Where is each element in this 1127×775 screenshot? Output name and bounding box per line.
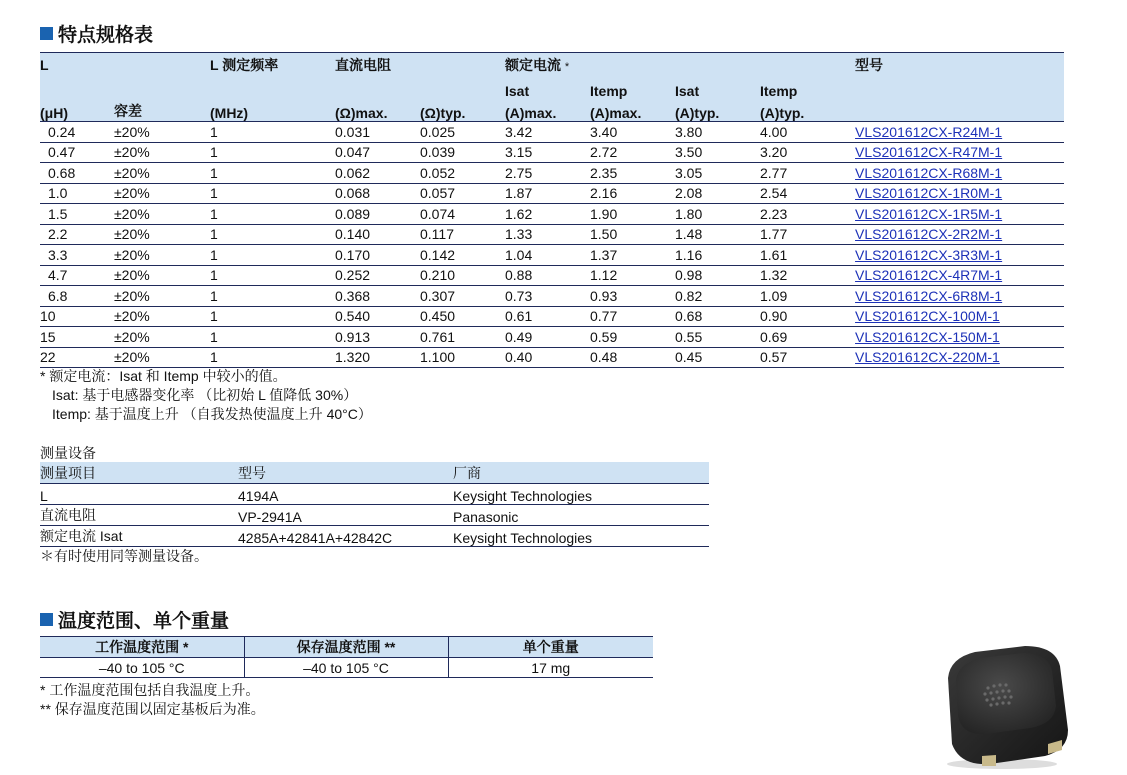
cell-tol: ±20% [114,327,210,348]
section-square-icon [40,27,53,40]
table-row [40,204,1064,225]
cell-isat-max: 3.42 [505,122,590,143]
dcr-max-unit: (Ω)max. [335,99,420,122]
cell-tol: ±20% [114,306,210,327]
dcr-label: 直流电阻 [335,53,420,78]
itemp-typ-label: Itemp [760,83,798,99]
cell-itemp-max: 1.12 [590,265,675,286]
cell-isat-typ: 0.82 [675,286,760,307]
inductance-label: L [40,53,114,78]
operating-temp-value: –40 to 105 °C [40,658,244,678]
cell-isat-typ: 3.50 [675,142,760,163]
storage-temp-value: –40 to 105 °C [244,658,448,678]
storage-temp-header: 保存温度范围 ** [244,637,448,658]
cell-itemp-typ: 2.54 [760,183,855,204]
cell-isat-typ: 0.68 [675,306,760,327]
weight-value: 17 mg [448,658,653,678]
cell-dcr-max: 0.062 [335,163,420,184]
cell-dcr-typ: 0.307 [420,286,505,307]
part-number-link[interactable]: VLS201612CX-R68M-1 [855,164,1003,181]
cell-freq: 1 [210,183,335,204]
table-row [40,163,1064,184]
cell-l: 3.3 [40,245,114,266]
cell-dcr-typ: 0.074 [420,204,505,225]
cell-itemp-typ: 0.57 [760,347,855,368]
cell-l: 1.5 [40,204,114,225]
cell-isat-max: 1.87 [505,183,590,204]
itemp-max-label: Itemp [590,83,628,99]
cell-itemp-max: 2.72 [590,142,675,163]
temp-header-row [40,637,653,658]
part-number-link[interactable]: VLS201612CX-150M-1 [855,328,1000,345]
cell-freq: 1 [210,163,335,184]
itemp-max-unit: (A)max. [590,99,675,122]
isat-max-label: Isat [505,83,530,99]
cell-itemp-max: 3.40 [590,122,675,143]
cell-l: 2.2 [40,224,114,245]
cell-isat-max: 2.75 [505,163,590,184]
cell-itemp-typ: 1.77 [760,224,855,245]
cell-isat-max: 3.15 [505,142,590,163]
cell-dcr-max: 0.068 [335,183,420,204]
cell-itemp-typ: 3.20 [760,142,855,163]
isat-typ-label: Isat [675,83,700,99]
spec-header-row-1 [40,53,1064,78]
cell-tol: ±20% [114,347,210,368]
cell-itemp-max: 0.77 [590,306,675,327]
cell-dcr-typ: 0.210 [420,265,505,286]
equipment-header-maker: 厂商 [453,462,709,484]
part-number-link[interactable]: VLS201612CX-2R2M-1 [855,226,1003,243]
freq-label: L 测定频率 [210,53,335,78]
cell-tol: ±20% [114,224,210,245]
isat-max-unit: (A)max. [505,99,590,122]
cell-isat-typ: 1.16 [675,245,760,266]
cell-l: 0.68 [40,163,114,184]
cell-isat-max: 1.62 [505,204,590,225]
cell-dcr-typ: 0.025 [420,122,505,143]
cell-tol: ±20% [114,183,210,204]
cell-isat-max: 0.40 [505,347,590,368]
equipment-table [40,462,709,547]
isat-typ-unit: (A)typ. [675,99,760,122]
cell-isat-typ: 0.98 [675,265,760,286]
part-label: 型号 [855,53,1064,78]
cell-itemp-max: 0.48 [590,347,675,368]
cell-dcr-typ: 0.142 [420,245,505,266]
table-row: 额定电流 Isat 4285A+42841A+42842C Keysight Technologies [40,525,709,546]
table-row [40,122,1064,143]
temp-note-2: ** 保存温度范围以固定基板后为准。 [40,701,265,717]
cell-isat-max: 0.49 [505,327,590,348]
cell-itemp-max: 0.93 [590,286,675,307]
cell-itemp-typ: 0.90 [760,306,855,327]
cell-dcr-max: 0.368 [335,286,420,307]
table-row [40,142,1064,163]
cell-dcr-typ: 0.057 [420,183,505,204]
spec-header-row-2 [40,77,1064,99]
table-row: 直流电阻 VP-2941A Panasonic [40,504,709,525]
cell-itemp-typ: 1.61 [760,245,855,266]
part-number-link[interactable]: VLS201612CX-1R0M-1 [855,185,1003,202]
spec-table [40,52,1064,368]
cell-dcr-max: 0.140 [335,224,420,245]
cell-dcr-max: 0.252 [335,265,420,286]
cell-freq: 1 [210,224,335,245]
cell-isat-max: 0.73 [505,286,590,307]
spec-section-title: 特点规格表 [40,20,153,47]
cell-freq: 1 [210,306,335,327]
cell-dcr-max: 0.089 [335,204,420,225]
part-number-link[interactable]: VLS201612CX-R24M-1 [855,123,1003,140]
cell-tol: ±20% [114,122,210,143]
weight-header: 单个重量 [448,637,653,658]
freq-unit: (MHz) [210,99,335,122]
cell-isat-max: 1.04 [505,245,590,266]
inductance-unit: (μH) [40,99,114,122]
cell-isat-typ: 3.80 [675,122,760,143]
cell-itemp-typ: 1.32 [760,265,855,286]
cell-freq: 1 [210,204,335,225]
equipment-header-model: 型号 [238,462,453,484]
cell-freq: 1 [210,245,335,266]
table-row [40,306,1064,327]
cell-isat-typ: 1.48 [675,224,760,245]
spec-note-3: Itemp: 基于温度上升 （自我发热使温度上升 40°C） [52,406,372,422]
cell-itemp-max: 0.59 [590,327,675,348]
cell-isat-typ: 0.45 [675,347,760,368]
operating-temp-header: 工作温度范围 * [40,637,244,658]
cell-freq: 1 [210,347,335,368]
part-number-link[interactable]: VLS201612CX-R47M-1 [855,144,1003,161]
equipment-note: ＊有时使用同等测量设备。 [40,548,208,564]
cell-isat-typ: 2.08 [675,183,760,204]
cell-isat-typ: 0.55 [675,327,760,348]
table-row [40,327,1064,348]
cell-freq: 1 [210,142,335,163]
cell-freq: 1 [210,265,335,286]
cell-dcr-max: 0.047 [335,142,420,163]
cell-dcr-typ: 0.450 [420,306,505,327]
cell-freq: 1 [210,122,335,143]
cell-l: 10 [40,306,114,327]
table-row [40,183,1064,204]
part-number-link[interactable]: VLS201612CX-220M-1 [855,349,1000,366]
cell-dcr-max: 0.540 [335,306,420,327]
spec-note-2: Isat: 基于电感器变化率 （比初始 L 值降低 30%） [52,387,358,403]
current-label: 额定电流 * [505,53,855,78]
cell-freq: 1 [210,327,335,348]
table-row [40,286,1064,307]
cell-itemp-max: 1.90 [590,204,675,225]
inductor-photo [930,640,1075,770]
cell-itemp-typ: 2.23 [760,204,855,225]
cell-l: 0.47 [40,142,114,163]
cell-dcr-typ: 0.039 [420,142,505,163]
spec-header-row-3 [40,99,1064,122]
equipment-header-item: 测量项目 [40,462,238,484]
cell-l: 22 [40,347,114,368]
table-row [40,347,1064,368]
cell-itemp-typ: 2.77 [760,163,855,184]
cell-l: 15 [40,327,114,348]
cell-tol: ±20% [114,286,210,307]
temp-section-title: 温度范围、单个重量 [40,606,229,633]
cell-l: 6.8 [40,286,114,307]
cell-itemp-max: 2.16 [590,183,675,204]
tolerance-label: 容差 [114,99,210,122]
part-number-link[interactable]: VLS201612CX-6R8M-1 [855,287,1003,304]
cell-tol: ±20% [114,142,210,163]
cell-itemp-max: 1.50 [590,224,675,245]
cell-isat-max: 0.88 [505,265,590,286]
itemp-typ-unit: (A)typ. [760,99,855,122]
cell-dcr-typ: 0.117 [420,224,505,245]
temp-note-1: * 工作温度范围包括自我温度上升。 [40,682,260,698]
cell-itemp-typ: 4.00 [760,122,855,143]
table-row [40,224,1064,245]
cell-dcr-max: 0.170 [335,245,420,266]
cell-dcr-max: 1.320 [335,347,420,368]
cell-l: 1.0 [40,183,114,204]
cell-itemp-typ: 1.09 [760,286,855,307]
cell-dcr-max: 0.913 [335,327,420,348]
cell-dcr-typ: 1.100 [420,347,505,368]
cell-l: 4.7 [40,265,114,286]
cell-tol: ±20% [114,245,210,266]
cell-isat-typ: 3.05 [675,163,760,184]
table-row [40,265,1064,286]
cell-dcr-typ: 0.052 [420,163,505,184]
section-square-icon [40,613,53,626]
dcr-typ-unit: (Ω)typ. [420,99,505,122]
cell-isat-max: 0.61 [505,306,590,327]
table-row: L 4194A Keysight Technologies [40,484,709,505]
cell-itemp-max: 1.37 [590,245,675,266]
cell-dcr-typ: 0.761 [420,327,505,348]
part-number-link[interactable]: VLS201612CX-3R3M-1 [855,246,1003,263]
cell-freq: 1 [210,286,335,307]
equipment-title: 测量设备 [40,445,96,461]
cell-isat-typ: 1.80 [675,204,760,225]
cell-itemp-max: 2.35 [590,163,675,184]
table-row [40,245,1064,266]
cell-tol: ±20% [114,204,210,225]
equipment-header-row [40,462,709,484]
table-row [40,658,653,678]
cell-dcr-max: 0.031 [335,122,420,143]
cell-l: 0.24 [40,122,114,143]
temp-weight-table [40,636,653,678]
cell-itemp-typ: 0.69 [760,327,855,348]
part-number-link[interactable]: VLS201612CX-1R5M-1 [855,205,1003,222]
spec-table-body [40,122,1064,368]
cell-tol: ±20% [114,265,210,286]
part-number-link[interactable]: VLS201612CX-4R7M-1 [855,267,1003,284]
spec-note-1: * 额定电流：Isat 和 Itemp 中较小的值。 [40,368,287,384]
cell-isat-max: 1.33 [505,224,590,245]
cell-tol: ±20% [114,163,210,184]
part-number-link[interactable]: VLS201612CX-100M-1 [855,308,1000,325]
